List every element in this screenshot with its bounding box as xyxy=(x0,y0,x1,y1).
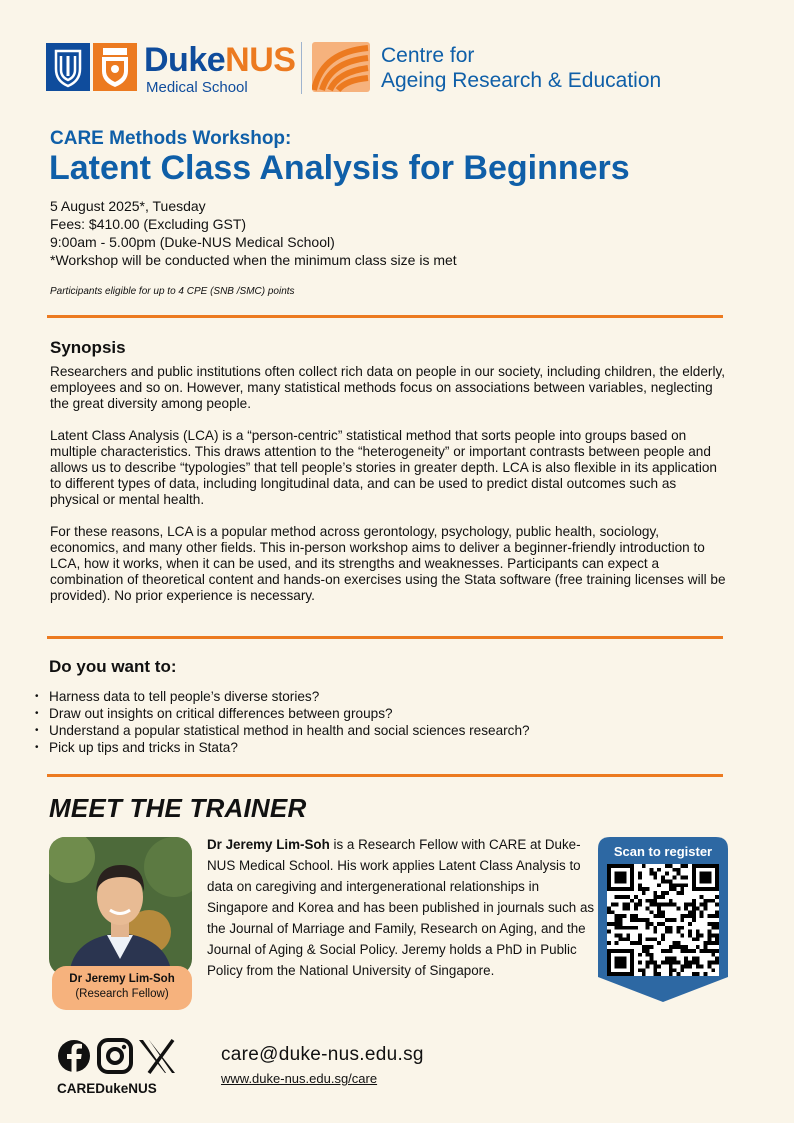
synopsis-body xyxy=(50,364,726,620)
duke-shield-logo xyxy=(46,43,90,91)
synopsis-paragraph: For these reasons, LCA is a popular method across gerontology, psychology, public health, sociology, economics, and many other fields. This in-person workshop aims to deliver a beginner-friendly introduction to LCA, how it works, when it can be used, and its strengths and weaknesses. Participants can expect a combination of theoretical content and hands-on exercises using the Stata software (free training licenses will be provided). No prior experience is necessary. xyxy=(50,524,726,603)
trainer-name: Dr Jeremy Lim-Soh xyxy=(69,973,175,985)
want-list xyxy=(34,688,530,756)
event-date: 5 August 2025*, Tuesday xyxy=(50,198,206,214)
list-item: • Harness data to tell people’s diverse stories? xyxy=(34,688,530,705)
brand-duke: Duke xyxy=(144,41,226,79)
centre-name-line1: Centre for xyxy=(381,44,475,67)
register-qr-code[interactable] xyxy=(607,864,719,976)
social-icons xyxy=(57,1037,177,1077)
brand-nus: NUS xyxy=(225,41,296,79)
trainer-role: (Research Fellow) xyxy=(75,988,169,1000)
event-note: *Workshop will be conducted when the minimum class size is met xyxy=(50,252,457,268)
list-item: • Understand a popular statistical method in health and social sciences research? xyxy=(34,722,530,739)
list-item: • Pick up tips and tricks in Stata? xyxy=(34,739,530,756)
list-item: • Draw out insights on critical differences between groups? xyxy=(34,705,530,722)
social-handle: CAREDukeNUS xyxy=(57,1081,157,1096)
synopsis-paragraph: Latent Class Analysis (LCA) is a “person-centric” statistical method that sorts people into groups based on multiple characteristics. This draws attention to the “heterogeneity” or important contrasts between people and allows us to describe “typologies” that tell people’s stories in greater depth. LCA is also flexible in its application to different types of data, including longitudinal data, and can be used to predict distal outcomes such as physical or mental health. xyxy=(50,428,717,507)
trainer-photo xyxy=(49,837,192,975)
workshop-kicker: CARE Methods Workshop: xyxy=(50,128,292,149)
workshop-title: Latent Class Analysis for Beginners xyxy=(49,149,630,187)
brand-subtitle: Medical School xyxy=(146,79,248,96)
register-label: Scan to register xyxy=(613,844,713,859)
divider-rule xyxy=(47,636,723,639)
nus-crest-logo xyxy=(93,43,137,91)
synopsis-heading: Synopsis xyxy=(50,338,126,357)
trainer-name-tag xyxy=(52,966,192,1010)
event-fees: Fees: $410.00 (Excluding GST) xyxy=(50,216,247,232)
divider-rule xyxy=(47,774,723,777)
want-heading: Do you want to: xyxy=(49,657,177,676)
x-icon[interactable] xyxy=(139,1040,175,1073)
trainer-heading: MEET THE TRAINER xyxy=(49,793,307,823)
trainer-bio-name: Dr Jeremy Lim-Soh xyxy=(207,837,330,852)
brand-name xyxy=(144,41,295,80)
centre-name xyxy=(381,43,661,93)
instagram-icon[interactable] xyxy=(99,1040,131,1072)
website-link[interactable]: www.duke-nus.edu.sg/care xyxy=(221,1071,378,1086)
contact-email[interactable]: care@duke-nus.edu.sg xyxy=(221,1044,424,1065)
logo-divider xyxy=(301,42,302,94)
trainer-bio-text: is a Research Fellow with CARE at Duke-NUS Medical School. His work applies Latent Class Analysis to data on caregiving and intergenerational relationships in Singapore and Korea and has been published in journals such as the Journal of Marriage and Family, Research on Aging, and the Journal of Aging & Social Policy. Jeremy holds a PhD in Public Policy from the National University of Singapore. xyxy=(207,837,595,978)
synopsis-paragraph: Researchers and public institutions often collect rich data on people in our society, including children, the elderly, employees and so on. However, many statistical methods focus on associations between variables, neglecting the great diversity among people. xyxy=(50,364,726,411)
centre-name-line2: Ageing Research & Education xyxy=(381,69,662,92)
cpe-note: Participants eligible for up to 4 CPE (SNB /SMC) points xyxy=(50,286,295,297)
care-logo-icon xyxy=(312,42,370,92)
trainer-bio xyxy=(207,834,599,981)
facebook-icon[interactable] xyxy=(58,1040,90,1073)
divider-rule xyxy=(47,315,723,318)
event-details xyxy=(50,197,457,269)
event-time-place: 9:00am - 5.00pm (Duke-NUS Medical School) xyxy=(50,234,335,250)
